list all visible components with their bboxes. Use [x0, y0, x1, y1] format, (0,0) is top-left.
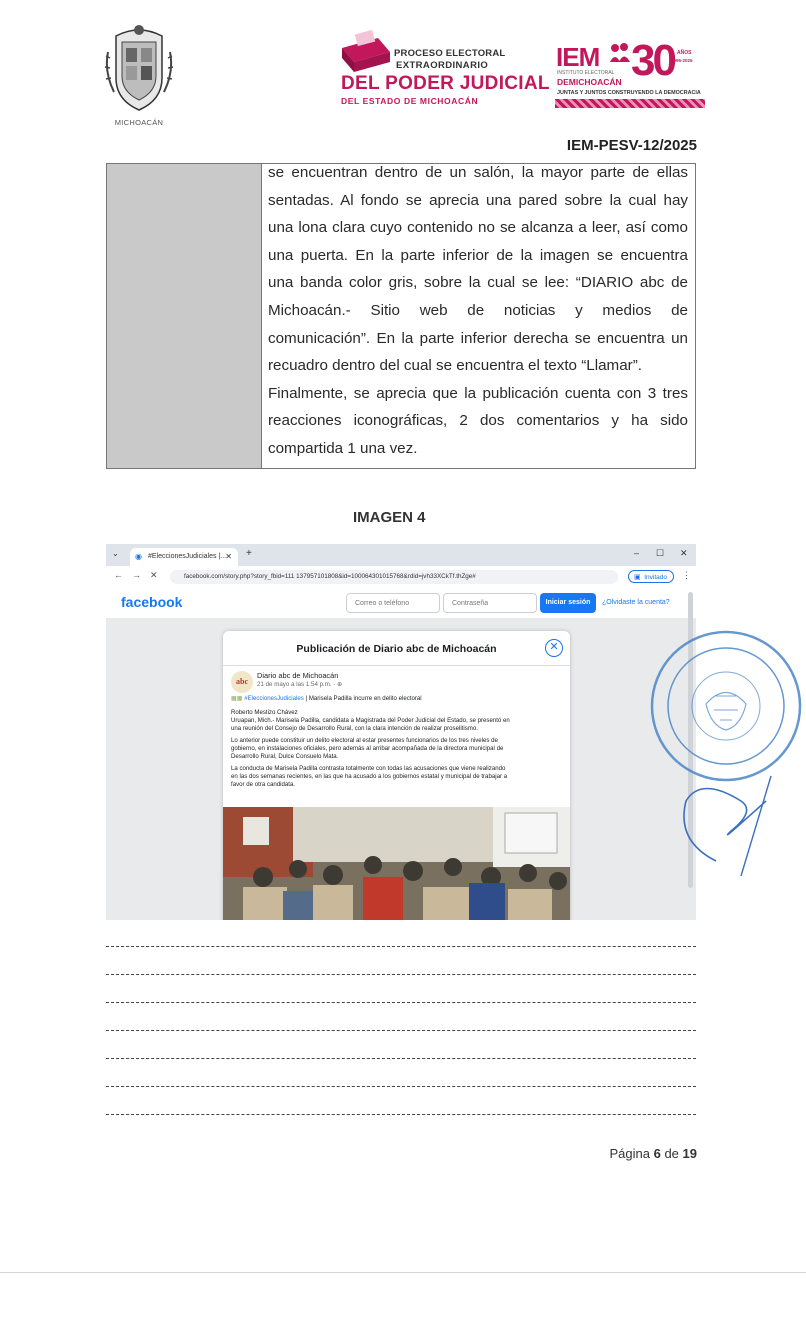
facebook-header: [106, 588, 696, 618]
post-line: en las dos semanas recientes, en las que ha acusado a los gobiernos estatal y municipal de trabajar a: [231, 773, 508, 780]
description-line: recuadro dentro del cual se encuentra el texto “Llamar”.: [268, 357, 642, 375]
facebook-logo[interactable]: facebook: [121, 594, 183, 610]
iem-band: [555, 99, 705, 108]
post-headline: [231, 695, 561, 703]
close-tab-icon[interactable]: ✕: [225, 552, 232, 561]
description-line: Michoacán.- Sitio web de noticias y medios de: [268, 302, 688, 319]
new-tab-icon[interactable]: +: [246, 548, 252, 559]
page-current: 6: [653, 1146, 661, 1161]
maximize-icon[interactable]: ☐: [656, 548, 665, 558]
bottom-rule: [0, 1272, 806, 1273]
ballot-emoji-icon: ▦▦: [231, 695, 245, 702]
document-id: IEM-PESV-12/2025: [566, 137, 697, 154]
description-line: una puerta. En la parte inferior de la imagen se encuentra: [268, 246, 688, 264]
oficialia-electoral-seal: [646, 626, 806, 876]
description-line: se encuentran dentro de un salón, la mayor parte de ellas: [268, 164, 688, 181]
email-input[interactable]: Correo o teléfono: [346, 593, 440, 613]
people-icon: [609, 42, 631, 64]
modal-divider: [223, 665, 570, 666]
description-line: sentadas. Al fondo se aprecia una pared sobre la cual hay: [268, 191, 688, 209]
stop-icon[interactable]: ✕: [150, 570, 158, 580]
description-table: [106, 163, 696, 469]
page-number: [560, 1146, 697, 1161]
crowd-photo-icon: [223, 807, 570, 920]
post-line: gobierno, en instalaciones oficiales, pero además al arribar acompañada de la directora municipal de: [231, 745, 504, 752]
back-icon[interactable]: ←: [114, 570, 123, 580]
address-bar-row: [106, 566, 696, 588]
fill-line: [106, 1030, 696, 1031]
chrome-icon: ◉: [135, 552, 142, 561]
login-button[interactable]: Iniciar sesión: [540, 593, 596, 613]
browser-tab[interactable]: [130, 548, 238, 566]
url-field[interactable]: facebook.com/story.php?story_fbid=111 137957101808&id=100064301015768&rdid=jvh33XCkTf.thZge#: [170, 570, 618, 584]
description-line: reacciones iconográficas, 2 dos comentarios y ha sido: [268, 412, 688, 430]
description-line: comunicación”. En la parte inferior derecha se encuentra un: [268, 329, 688, 347]
fill-line: [106, 1114, 696, 1115]
post-photo[interactable]: [223, 807, 570, 920]
post-line: una reunión del Consejo de Desarrollo Rural, con la clara intención de realizar proselitismo.: [231, 725, 478, 732]
post-hashtag[interactable]: #EleccionesJudiciales: [244, 695, 304, 702]
post-date[interactable]: 21 de mayo a las 1:54 p.m. · ⊕: [257, 681, 343, 688]
iem-anos: AÑOS: [677, 50, 692, 56]
guest-label: Invitado: [644, 574, 667, 581]
browser-screenshot: [106, 544, 696, 920]
post-headline-text: | Marisela Padilla incurre en delito electoral: [303, 695, 422, 702]
iem-slogan: JUNTAS Y JUNTOS CONSTRUYENDO LA DEMOCRACIA: [557, 90, 701, 96]
password-input[interactable]: Contraseña: [443, 593, 537, 613]
description-line: una banda color gris, sobre la cual se lee: “DIARIO abc de: [268, 274, 688, 292]
post-line: Lo anterior puede constituir un delito electoral al estar presentes funcionarios de los tres niveles de: [231, 737, 498, 744]
post-line: Uruapan, Mich.- Marisela Padilla, candidata a Magistrada del Poder Judicial del Estado, se presentó en: [231, 717, 510, 724]
forward-icon[interactable]: →: [132, 570, 141, 580]
iem-subtitle: INSTITUTO ELECTORAL: [557, 70, 615, 76]
ballot-box-icon: [338, 30, 392, 74]
fill-line: [106, 974, 696, 975]
post-line: Desarrollo Rural, Dulce Consuelo Mata.: [231, 753, 339, 760]
post-modal: [223, 631, 570, 920]
official-seal-icon: [646, 626, 806, 876]
minimize-icon[interactable]: –: [634, 548, 640, 558]
fill-line: [106, 1002, 696, 1003]
process-line1: PROCESO ELECTORAL: [394, 48, 506, 59]
forgot-account-link[interactable]: ¿Olvidaste la cuenta?: [602, 599, 670, 606]
fill-line: [106, 946, 696, 947]
post-line: La conducta de Marisela Padilla contrasta totalmente con todas las acusaciones que viene realizando: [231, 765, 506, 772]
page-prefix: Página: [609, 1146, 650, 1161]
post-line: favor de otra candidata.: [231, 781, 296, 788]
iem-anniversary: 30: [631, 36, 674, 85]
close-window-icon[interactable]: ✕: [680, 548, 688, 558]
close-icon[interactable]: ✕: [545, 639, 563, 657]
tab-bar: [106, 544, 696, 566]
post-byline: Roberto Mestizo Chávez: [231, 709, 298, 716]
page-of: de: [664, 1146, 679, 1161]
description-line: Finalmente, se aprecia que la publicación cuenta con 3 tres: [268, 384, 688, 402]
process-line3: DEL PODER JUDICIAL: [341, 73, 550, 94]
modal-title: Publicación de Diario abc de Michoacán: [296, 643, 497, 655]
fill-line: [106, 1086, 696, 1087]
page-total: 19: [682, 1146, 697, 1161]
description-line: una lona clara cuyo contenido no se alcanza a leer, así como: [268, 219, 688, 237]
coat-of-arms-icon: [104, 22, 174, 118]
image-number-cell: [107, 164, 262, 468]
iem-years: 1995-2025: [671, 58, 693, 63]
process-line4: DEL ESTADO DE MICHOACÁN: [341, 96, 479, 106]
tab-menu-icon[interactable]: ⌄: [112, 549, 119, 558]
tab-title: #EleccionesJudiciales |...: [148, 553, 227, 560]
electoral-process-logo: [336, 30, 550, 116]
fill-line: [106, 1058, 696, 1059]
image-title: IMAGEN 4: [353, 509, 426, 526]
michoacan-coat-of-arms: [104, 22, 174, 132]
description-line: compartida 1 una vez.: [268, 440, 418, 457]
post-author[interactable]: Diario abc de Michoacán: [257, 671, 339, 680]
profile-icon: ▣: [634, 574, 641, 581]
iem-state: DEMICHOACÁN: [557, 77, 622, 87]
state-name: MICHOACÁN: [114, 118, 164, 127]
page-avatar[interactable]: abc: [231, 671, 253, 693]
guest-profile-button[interactable]: [628, 570, 674, 583]
menu-icon[interactable]: ⋮: [682, 570, 691, 580]
process-line2: EXTRAORDINARIO: [396, 60, 489, 71]
iem-acronym: IEM: [556, 42, 600, 72]
iem-logo: [555, 36, 705, 120]
